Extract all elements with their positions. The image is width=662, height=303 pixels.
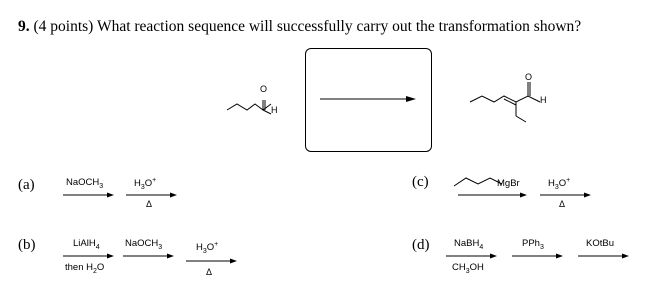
option-c-step1-reagent: MgBr [497,178,520,189]
option-d-step1-solvent: $CH_3OH$ [452,262,484,275]
option-a-step1-arrow [63,191,115,199]
option-b-step1-arrow [63,252,115,260]
option-c-step2-reagent: $H_3O^+$ [548,177,571,192]
option-b-label[interactable]: (b) [18,237,36,253]
option-b-step2-reagent: NaOCH$_3$ [125,238,163,251]
option-d-step2-reagent: PPh$_3$ [522,238,544,251]
product-o-label: O [525,72,533,82]
option-c-step2-arrow [540,191,592,199]
option-b-step2-arrow [123,252,175,260]
question-text: (4 points) What reaction sequence will successfully carry out the transformation shown? [33,18,582,35]
option-b-step3-arrow [186,257,238,265]
option-c-step1-arrow [458,191,528,199]
aldehyde-o-label: O [260,84,268,94]
option-b-step1-workup: then $H_2O$ [65,262,105,275]
option-c-step2-heat: Δ [559,199,566,209]
option-d-step2-arrow [512,252,564,260]
option-a-step2-arrow [126,191,178,199]
option-b-step3-heat: Δ [206,267,213,277]
question-header [18,18,581,36]
question-number: 9. [18,18,30,35]
option-a-label[interactable]: (a) [18,177,35,193]
option-a-step2-reagent: $H_3O^+$ [134,177,157,192]
option-b-step1-reagent: LiAlH$_4$ [73,238,100,251]
transformation-arrow [320,93,420,105]
product-h-label: H [540,95,547,105]
option-d-step3-reagent: KOtBu [586,238,614,249]
option-a-step2-heat: Δ [146,199,153,209]
option-d-label[interactable]: (d) [412,237,430,253]
option-d-step1-arrow [446,252,498,260]
option-d-step1-reagent: NaBH$_4$ [454,238,484,251]
option-c-label[interactable]: (c) [412,174,429,190]
option-a-step1-reagent: NaOCH$_3$ [66,177,104,190]
option-b-step3-reagent: $H_3O^+$ [196,241,219,256]
aldehyde-h-label: H [271,105,278,115]
option-d-step3-arrow [578,252,630,260]
product-aldehyde-structure [468,68,568,128]
